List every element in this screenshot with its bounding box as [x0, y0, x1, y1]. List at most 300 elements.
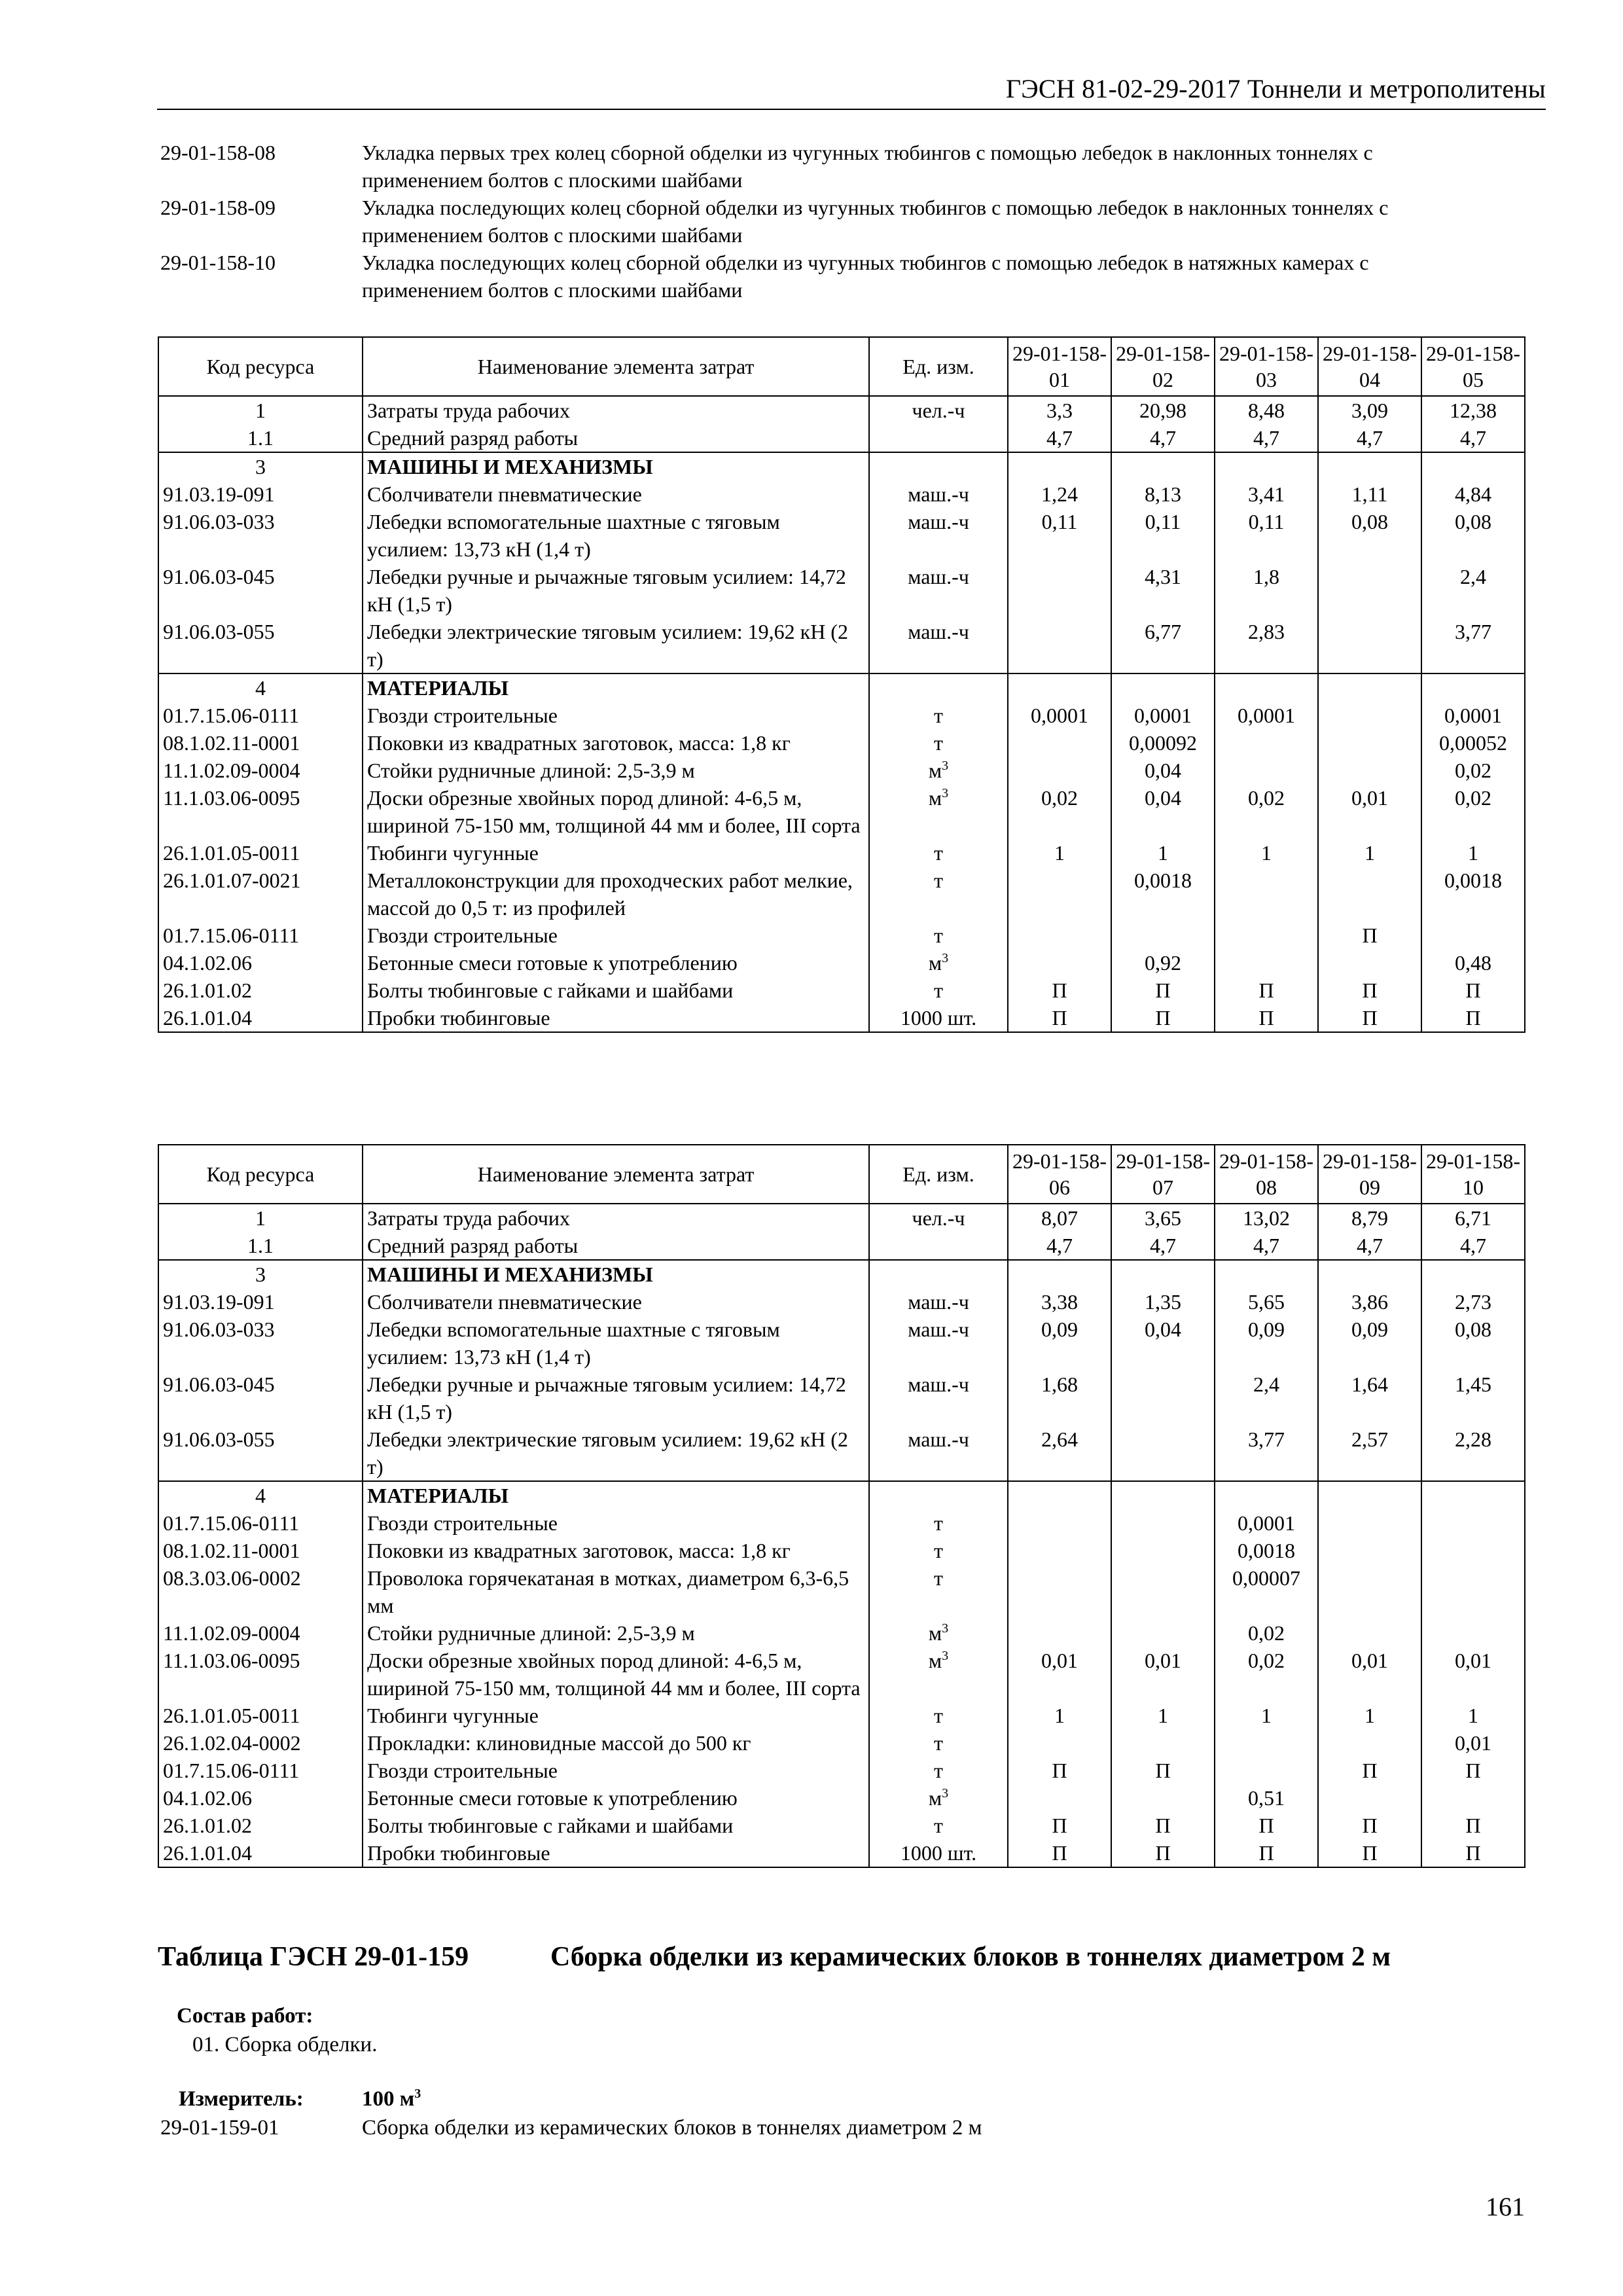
- norm-value: [1215, 1481, 1318, 1509]
- table-row: [158, 1729, 1525, 1757]
- norm-value: П: [1318, 1757, 1421, 1784]
- norm-value: [1111, 1564, 1215, 1619]
- norm-value: 0,00052: [1421, 729, 1525, 757]
- unit-cell: т: [869, 1812, 1008, 1839]
- resource-code: 4: [158, 1481, 363, 1509]
- norm-value: 0,48: [1421, 949, 1525, 977]
- norm-value: [1318, 1537, 1421, 1564]
- norm-value: [1215, 673, 1318, 702]
- resource-code: 04.1.02.06: [158, 1784, 363, 1812]
- norm-value: 1: [1111, 839, 1215, 867]
- unit-cell: т: [869, 922, 1008, 949]
- unit-cell: 1000 шт.: [869, 1839, 1008, 1867]
- norm-value: [1318, 702, 1421, 729]
- composition-item: 01. Сборка обделки.: [192, 2033, 378, 2056]
- norm-value: [1215, 757, 1318, 784]
- table-row: [158, 977, 1525, 1004]
- norm-value: 1,35: [1111, 1288, 1215, 1316]
- norm-value: 4,7: [1111, 424, 1215, 452]
- unit-cell: маш.-ч: [869, 1316, 1008, 1371]
- resource-code: 91.06.03-055: [158, 1426, 363, 1481]
- cost-element-name: Лебедки электрические тяговым усилием: 19,62 кН (2 т): [363, 618, 869, 673]
- resource-code: 26.1.01.07-0021: [158, 867, 363, 922]
- norm-value: 2,64: [1008, 1426, 1111, 1481]
- norm-value: П: [1421, 1757, 1525, 1784]
- cost-element-name: Бетонные смеси готовые к употреблению: [363, 949, 869, 977]
- cost-element-name: Бетонные смеси готовые к употреблению: [363, 1784, 869, 1812]
- cost-element-name: Лебедки вспомогательные шахтные с тяговым усилием: 13,73 кН (1,4 т): [363, 1316, 869, 1371]
- norm-value: 1: [1111, 1702, 1215, 1729]
- norm-value: 2,83: [1215, 618, 1318, 673]
- norm-value: [1008, 1564, 1111, 1619]
- norm-value: 6,71: [1421, 1204, 1525, 1232]
- measure-item-row: [160, 2113, 982, 2142]
- resource-code: 11.1.03.06-0095: [158, 784, 363, 839]
- resource-code: 26.1.02.04-0002: [158, 1729, 363, 1757]
- header-norm-code: 29-01-158-03: [1215, 337, 1318, 396]
- norm-value: [1008, 1619, 1111, 1647]
- resource-code: 01.7.15.06-0111: [158, 702, 363, 729]
- table-row: [158, 729, 1525, 757]
- norm-value: П: [1215, 1839, 1318, 1867]
- resource-code: 08.3.03.06-0002: [158, 1564, 363, 1619]
- unit-cell: т: [869, 702, 1008, 729]
- norm-value: [1421, 1537, 1525, 1564]
- norm-value: П: [1318, 1812, 1421, 1839]
- norm-value: 1: [1421, 1702, 1525, 1729]
- unit-cell: $м^3$: [869, 1647, 1008, 1702]
- norm-value: [1111, 1371, 1215, 1426]
- norm-value: 0,02: [1421, 784, 1525, 839]
- resource-code: 91.03.19-091: [158, 480, 363, 508]
- unit-cell: т: [869, 1702, 1008, 1729]
- description-text: Укладка последующих колец сборной обделки из чугунных тюбингов с помощью лебедок в натяжных камерах с применением болтов с плоскими шайбами: [362, 251, 1369, 302]
- table-row: [158, 784, 1525, 839]
- page-number: 161: [1486, 2192, 1525, 2221]
- norm-value: 0,00007: [1215, 1564, 1318, 1619]
- norm-value: 4,7: [1318, 424, 1421, 452]
- norm-value: 0,01: [1318, 1647, 1421, 1702]
- norm-value: 12,38: [1421, 396, 1525, 424]
- resource-code: 91.03.19-091: [158, 1288, 363, 1316]
- unit-cell: маш.-ч: [869, 1426, 1008, 1481]
- header-norm-code: 29-01-158-02: [1111, 337, 1215, 396]
- header-norm-code: 29-01-158-08: [1215, 1145, 1318, 1204]
- norm-value: 4,7: [1421, 424, 1525, 452]
- norm-value: 1,8: [1215, 563, 1318, 618]
- norm-value: [1215, 729, 1318, 757]
- table-row: [158, 452, 1525, 480]
- table-row: [158, 1204, 1525, 1232]
- norm-value: [1111, 922, 1215, 949]
- norm-value: 0,09: [1215, 1316, 1318, 1371]
- norm-value: [1008, 867, 1111, 922]
- norm-value: 4,7: [1008, 1232, 1111, 1260]
- resource-code: 1.1: [158, 424, 363, 452]
- norm-value: 8,13: [1111, 480, 1215, 508]
- norm-value: 4,84: [1421, 480, 1525, 508]
- header-cost-element: Наименование элемента затрат: [363, 337, 869, 396]
- unit-cell: [869, 1232, 1008, 1260]
- norm-value: П: [1318, 1004, 1421, 1032]
- header-unit: Ед. изм.: [869, 337, 1008, 396]
- norm-value: 0,08: [1421, 508, 1525, 563]
- norm-value: [1008, 1509, 1111, 1537]
- unit-cell: 1000 шт.: [869, 1004, 1008, 1032]
- header-norm-code: 29-01-158-06: [1008, 1145, 1111, 1204]
- norm-value: [1318, 1729, 1421, 1757]
- norm-value: П: [1215, 1812, 1318, 1839]
- norm-value: [1111, 1509, 1215, 1537]
- norm-value: 0,09: [1318, 1316, 1421, 1371]
- unit-cell: т: [869, 1564, 1008, 1619]
- cost-element-name: МАШИНЫ И МЕХАНИЗМЫ: [363, 1260, 869, 1288]
- norm-value: [1215, 949, 1318, 977]
- unit-cell: чел.-ч: [869, 396, 1008, 424]
- norm-value: [1008, 1537, 1111, 1564]
- norm-value: 1: [1215, 839, 1318, 867]
- norm-value: [1111, 1537, 1215, 1564]
- norm-value: 0,01: [1008, 1647, 1111, 1702]
- norm-value: 20,98: [1111, 396, 1215, 424]
- norm-value: 0,0018: [1111, 867, 1215, 922]
- header-resource-code: Код ресурса: [158, 337, 363, 396]
- unit-cell: $м^3$: [869, 1619, 1008, 1647]
- cost-element-name: Болты тюбинговые с гайками и шайбами: [363, 977, 869, 1004]
- unit-cell: [869, 452, 1008, 480]
- unit-cell: маш.-ч: [869, 1288, 1008, 1316]
- norm-value: 2,4: [1215, 1371, 1318, 1426]
- measure-row: [160, 2085, 982, 2113]
- cost-element-name: Гвозди строительные: [363, 1509, 869, 1537]
- norm-value: 1,45: [1421, 1371, 1525, 1426]
- norm-value: П: [1421, 977, 1525, 1004]
- norm-value: 3,38: [1008, 1288, 1111, 1316]
- resource-code: 11.1.02.09-0004: [158, 757, 363, 784]
- norm-value: [1421, 1509, 1525, 1537]
- norm-value: [1318, 729, 1421, 757]
- norm-value: 4,7: [1008, 424, 1111, 452]
- norm-value: 0,08: [1318, 508, 1421, 563]
- resource-code: 91.06.03-045: [158, 563, 363, 618]
- norm-value: 0,0001: [1215, 1509, 1318, 1537]
- table-row: [158, 1426, 1525, 1481]
- norm-value: [1008, 729, 1111, 757]
- norm-value: 0,04: [1111, 757, 1215, 784]
- resource-code: 11.1.02.09-0004: [158, 1619, 363, 1647]
- norm-value: 3,3: [1008, 396, 1111, 424]
- norm-value: [1215, 1729, 1318, 1757]
- table-row: [158, 922, 1525, 949]
- norm-value: 1,24: [1008, 480, 1111, 508]
- header-norm-code: 29-01-158-09: [1318, 1145, 1421, 1204]
- description-code: 29-01-158-10: [160, 251, 276, 274]
- cost-element-name: МАТЕРИАЛЫ: [363, 1481, 869, 1509]
- unit-cell: маш.-ч: [869, 1371, 1008, 1426]
- resource-code: 26.1.01.04: [158, 1004, 363, 1032]
- unit-cell: т: [869, 729, 1008, 757]
- norm-value: [1008, 757, 1111, 784]
- cost-element-name: Болты тюбинговые с гайками и шайбами: [363, 1812, 869, 1839]
- norm-value: [1215, 452, 1318, 480]
- norm-value: 1: [1421, 839, 1525, 867]
- norm-value: П: [1111, 1839, 1215, 1867]
- norm-value: П: [1111, 977, 1215, 1004]
- norm-value: [1421, 1619, 1525, 1647]
- norm-value: 0,09: [1008, 1316, 1111, 1371]
- table-row: [158, 702, 1525, 729]
- norm-value: П: [1008, 1812, 1111, 1839]
- cost-element-name: Гвозди строительные: [363, 702, 869, 729]
- norm-value: 4,7: [1318, 1232, 1421, 1260]
- norm-value: П: [1215, 977, 1318, 1004]
- norm-value: 2,57: [1318, 1426, 1421, 1481]
- cost-element-name: Лебедки ручные и рычажные тяговым усилием: 14,72 кН (1,5 т): [363, 1371, 869, 1426]
- cost-element-name: Лебедки ручные и рычажные тяговым усилием: 14,72 кН (1,5 т): [363, 563, 869, 618]
- norm-value: [1111, 1729, 1215, 1757]
- header-cost-element: Наименование элемента затрат: [363, 1145, 869, 1204]
- norm-value: [1215, 922, 1318, 949]
- norm-value: 13,02: [1215, 1204, 1318, 1232]
- norm-value: 0,11: [1215, 508, 1318, 563]
- unit-cell: [869, 1260, 1008, 1288]
- norm-value: [1318, 1509, 1421, 1537]
- norm-value: [1421, 1784, 1525, 1812]
- norm-value: [1111, 673, 1215, 702]
- norm-value: 0,0001: [1008, 702, 1111, 729]
- header-norm-code: 29-01-158-04: [1318, 337, 1421, 396]
- resource-code: 91.06.03-033: [158, 1316, 363, 1371]
- table-row: [158, 1812, 1525, 1839]
- cost-element-name: Затраты труда рабочих: [363, 396, 869, 424]
- unit-cell: [869, 673, 1008, 702]
- norm-value: [1318, 1481, 1421, 1509]
- cost-element-name: Тюбинги чугунные: [363, 1702, 869, 1729]
- unit-cell: маш.-ч: [869, 480, 1008, 508]
- norm-value: 3,77: [1421, 618, 1525, 673]
- description-text: Укладка последующих колец сборной обделки из чугунных тюбингов с помощью лебедок в наклонных тоннелях с применением болтов с плоскими шайбами: [362, 196, 1389, 247]
- table-title: [158, 1941, 1391, 1973]
- norm-value: 0,02: [1215, 1619, 1318, 1647]
- norm-value: [1111, 1481, 1215, 1509]
- norm-value: 0,11: [1111, 508, 1215, 563]
- norm-value: П: [1008, 1757, 1111, 1784]
- description-row: [160, 139, 1469, 194]
- norm-value: [1008, 1784, 1111, 1812]
- resource-code: 1: [158, 1204, 363, 1232]
- norm-value: 0,02: [1008, 784, 1111, 839]
- norm-value: [1008, 673, 1111, 702]
- table-row: [158, 867, 1525, 922]
- norm-value: 0,0018: [1215, 1537, 1318, 1564]
- unit-cell: т: [869, 867, 1008, 922]
- norm-value: [1421, 1260, 1525, 1288]
- table-row: [158, 1702, 1525, 1729]
- cost-element-name: Тюбинги чугунные: [363, 839, 869, 867]
- norm-value: [1318, 757, 1421, 784]
- table-row: [158, 757, 1525, 784]
- norm-value: 1: [1318, 839, 1421, 867]
- norm-value: [1008, 452, 1111, 480]
- cost-element-name: Средний разряд работы: [363, 1232, 869, 1260]
- norm-value: 1,68: [1008, 1371, 1111, 1426]
- norm-value: П: [1008, 1839, 1111, 1867]
- norm-value: 1: [1008, 1702, 1111, 1729]
- cost-element-name: Стойки рудничные длиной: 2,5-3,9 м: [363, 1619, 869, 1647]
- norm-value: П: [1318, 977, 1421, 1004]
- table-row: [158, 1537, 1525, 1564]
- unit-cell: маш.-ч: [869, 563, 1008, 618]
- norm-value: [1215, 1260, 1318, 1288]
- norm-value: 0,51: [1215, 1784, 1318, 1812]
- table-row: [158, 1260, 1525, 1288]
- norm-value: П: [1008, 977, 1111, 1004]
- table-row: [158, 1288, 1525, 1316]
- norm-value: [1318, 949, 1421, 977]
- norm-value: 1: [1008, 839, 1111, 867]
- cost-element-name: Прокладки: клиновидные массой до 500 кг: [363, 1729, 869, 1757]
- norm-value: 0,01: [1318, 784, 1421, 839]
- resource-code: 08.1.02.11-0001: [158, 729, 363, 757]
- unit-cell: маш.-ч: [869, 618, 1008, 673]
- norm-value: П: [1008, 1004, 1111, 1032]
- norm-value: [1111, 452, 1215, 480]
- norm-value: 1: [1215, 1702, 1318, 1729]
- table-label: Таблица ГЭСН 29-01-159: [158, 1942, 469, 1972]
- unit-cell: т: [869, 839, 1008, 867]
- header-unit: Ед. изм.: [869, 1145, 1008, 1204]
- norm-value: П: [1421, 1812, 1525, 1839]
- cost-element-name: Затраты труда рабочих: [363, 1204, 869, 1232]
- table-row: [158, 563, 1525, 618]
- norm-value: [1318, 1784, 1421, 1812]
- table-row: [158, 1481, 1525, 1509]
- description-text: Укладка первых трех колец сборной обделки из чугунных тюбингов с помощью лебедок в наклонных тоннелях с применением болтов с плоскими шайбами: [362, 141, 1373, 192]
- table-row: [158, 396, 1525, 424]
- unit-cell: чел.-ч: [869, 1204, 1008, 1232]
- table-row: [158, 1784, 1525, 1812]
- header-norm-code: 29-01-158-01: [1008, 337, 1111, 396]
- table-row: [158, 618, 1525, 673]
- norm-value: [1111, 1260, 1215, 1288]
- resource-code: 26.1.01.04: [158, 1839, 363, 1867]
- description-row: [160, 249, 1469, 304]
- table-row: [158, 1619, 1525, 1647]
- table-row: [158, 1371, 1525, 1426]
- table-row: [158, 1647, 1525, 1702]
- resource-code: 26.1.01.02: [158, 1812, 363, 1839]
- norm-value: 4,7: [1421, 1232, 1525, 1260]
- resource-code: 91.06.03-045: [158, 1371, 363, 1426]
- norm-value: 0,11: [1008, 508, 1111, 563]
- norm-value: [1318, 1619, 1421, 1647]
- norm-value: 6,77: [1111, 618, 1215, 673]
- resource-code: 04.1.02.06: [158, 949, 363, 977]
- table-row: [158, 1004, 1525, 1032]
- norm-value: [1421, 922, 1525, 949]
- norm-value: [1008, 1729, 1111, 1757]
- norm-value: П: [1111, 1757, 1215, 1784]
- unit-cell: $м^3$: [869, 949, 1008, 977]
- table-header-row: [158, 337, 1525, 396]
- table-row: [158, 1232, 1525, 1260]
- norm-value: 4,7: [1111, 1232, 1215, 1260]
- unit-cell: маш.-ч: [869, 508, 1008, 563]
- description-code: 29-01-158-08: [160, 141, 276, 164]
- norm-value: 1,64: [1318, 1371, 1421, 1426]
- resource-code: 91.06.03-055: [158, 618, 363, 673]
- cost-element-name: МАШИНЫ И МЕХАНИЗМЫ: [363, 452, 869, 480]
- cost-element-name: Сболчиватели пневматические: [363, 480, 869, 508]
- table-row: [158, 1564, 1525, 1619]
- norm-value: [1318, 618, 1421, 673]
- cost-element-name: Стойки рудничные длиной: 2,5-3,9 м: [363, 757, 869, 784]
- norm-value: [1318, 1564, 1421, 1619]
- norm-value: 0,0001: [1215, 702, 1318, 729]
- measure-item-text: Сборка обделки из керамических блоков в тоннелях диаметром 2 м: [362, 2116, 982, 2140]
- norm-value: [1111, 1784, 1215, 1812]
- unit-cell: $м^3$: [869, 1784, 1008, 1812]
- norm-value: [1421, 1481, 1525, 1509]
- norm-value: 0,01: [1111, 1647, 1215, 1702]
- norm-value: [1318, 867, 1421, 922]
- cost-element-name: Доски обрезные хвойных пород длиной: 4-6,5 м, шириной 75-150 мм, толщиной 44 мм и более, III сорта: [363, 784, 869, 839]
- norm-value: 0,0018: [1421, 867, 1525, 922]
- table-row: [158, 1509, 1525, 1537]
- norm-value: 8,48: [1215, 396, 1318, 424]
- norm-value: 3,86: [1318, 1288, 1421, 1316]
- norm-value: [1421, 452, 1525, 480]
- resource-code: 1.1: [158, 1232, 363, 1260]
- norm-value: 5,65: [1215, 1288, 1318, 1316]
- norm-value: 0,04: [1111, 1316, 1215, 1371]
- norm-value: 8,79: [1318, 1204, 1421, 1232]
- cost-element-name: Гвозди строительные: [363, 922, 869, 949]
- cost-element-name: Проволока горячекатаная в мотках, диаметром 6,3-6,5 мм: [363, 1564, 869, 1619]
- table-row: [158, 673, 1525, 702]
- norm-value: 1,11: [1318, 480, 1421, 508]
- norm-value: [1111, 1426, 1215, 1481]
- cost-element-name: МАТЕРИАЛЫ: [363, 673, 869, 702]
- norm-value: 3,65: [1111, 1204, 1215, 1232]
- norm-value: 8,07: [1008, 1204, 1111, 1232]
- norm-value: П: [1111, 1004, 1215, 1032]
- norm-value: 0,01: [1421, 1647, 1525, 1702]
- norm-value: 1: [1318, 1702, 1421, 1729]
- resource-code: 3: [158, 452, 363, 480]
- norm-value: [1318, 673, 1421, 702]
- header-norm-code: 29-01-158-05: [1421, 337, 1525, 396]
- cost-element-name: Лебедки электрические тяговым усилием: 19,62 кН (2 т): [363, 1426, 869, 1481]
- item-descriptions: [160, 139, 1469, 304]
- cost-element-name: Доски обрезные хвойных пород длиной: 4-6,5 м, шириной 75-150 мм, толщиной 44 мм и более, III сорта: [363, 1647, 869, 1702]
- norm-value: 2,73: [1421, 1288, 1525, 1316]
- norm-value: П: [1111, 1812, 1215, 1839]
- table-row: [158, 949, 1525, 977]
- norm-value: [1008, 618, 1111, 673]
- norm-value: 3,41: [1215, 480, 1318, 508]
- norm-value: П: [1215, 1004, 1318, 1032]
- cost-element-name: Пробки тюбинговые: [363, 1839, 869, 1867]
- norm-value: [1008, 563, 1111, 618]
- resource-code: 01.7.15.06-0111: [158, 922, 363, 949]
- resource-code: 01.7.15.06-0111: [158, 1757, 363, 1784]
- resource-table-2: [158, 1144, 1525, 1868]
- cost-element-name: Гвозди строительные: [363, 1757, 869, 1784]
- unit-cell: т: [869, 1757, 1008, 1784]
- norm-value: 4,7: [1215, 424, 1318, 452]
- measure-value: 100 $м^3$: [362, 2087, 421, 2111]
